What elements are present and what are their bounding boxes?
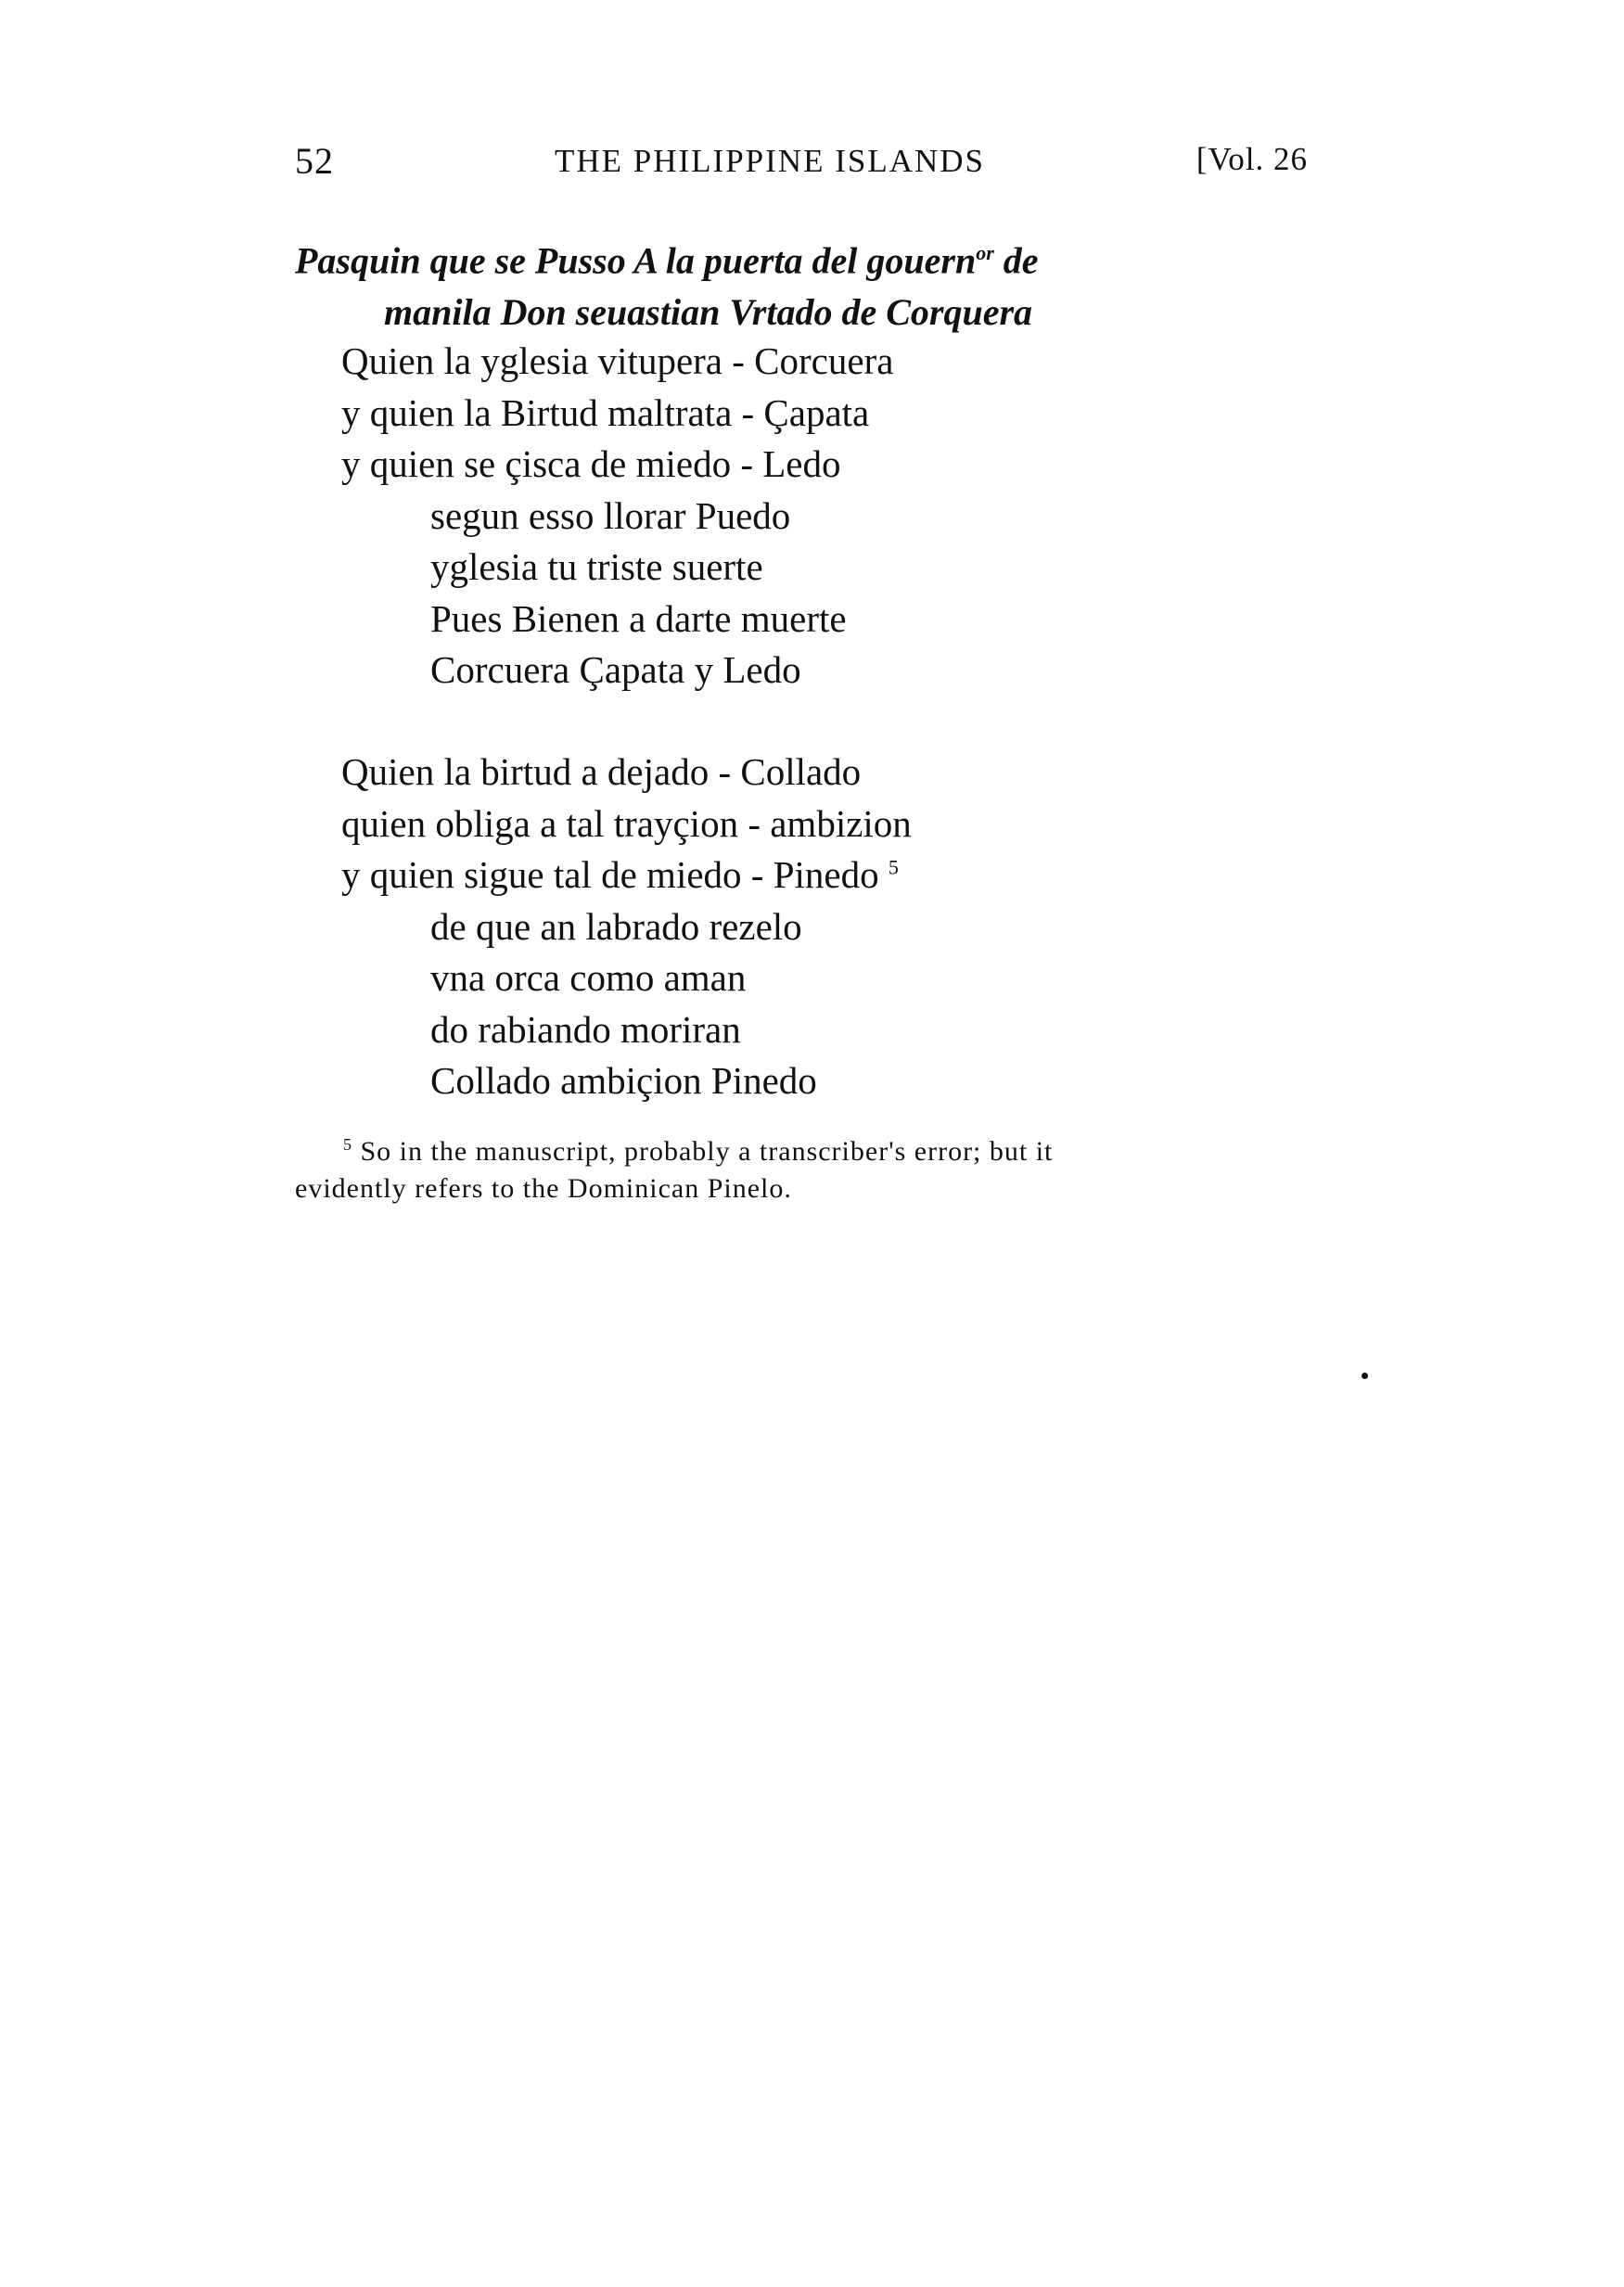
verse-line: quien obliga a tal trayçion - ambizion bbox=[341, 801, 912, 845]
verse-line: y quien se çisca de miedo - Ledo bbox=[341, 442, 841, 485]
footnote-marker: 5 bbox=[343, 1135, 352, 1154]
footnote bbox=[295, 1133, 1308, 1207]
running-title: THE PHILIPPINE ISLANDS bbox=[555, 143, 985, 179]
verse-line-indented: yglesia tu triste suerte bbox=[430, 545, 763, 588]
stanza-1 bbox=[341, 336, 1176, 696]
verse-line-indented: do rabiando moriran bbox=[430, 1007, 741, 1051]
verse-line: y quien la Birtud maltrata - Çapata bbox=[341, 390, 870, 434]
page-number: 52 bbox=[295, 140, 334, 182]
title-superscript: or bbox=[976, 241, 994, 264]
print-speck bbox=[1362, 1373, 1368, 1379]
footnote-line-1: $^5$ So in the manuscript, probably a transcriber's error; but it bbox=[343, 1135, 1054, 1167]
title-line-1: Pasquin que se Pusso A la puerta del gouern$^{or}$ de bbox=[295, 239, 1039, 282]
verse-line: Quien la yglesia vitupera - Corcuera bbox=[341, 339, 894, 382]
title-line-2: manila Don seuastian Vrtado de Corquera bbox=[384, 291, 1033, 334]
verse-line-indented: vna orca como aman bbox=[430, 956, 747, 999]
running-head bbox=[295, 139, 1308, 195]
verse-line-indented: Corcuera Çapata y Ledo bbox=[430, 648, 801, 691]
footnote-line-2: evidently refers to the Dominican Pinelo. bbox=[295, 1173, 792, 1204]
verse-line-indented: de que an labrado rezelo bbox=[430, 904, 802, 948]
verse-line-indented: segun esso llorar Puedo bbox=[430, 493, 791, 537]
verse-line: Quien la birtud a dejado - Collado bbox=[341, 750, 862, 793]
footnote-reference: 5 bbox=[888, 855, 899, 879]
volume-label: [Vol. 26 bbox=[1196, 141, 1308, 177]
verse-line-indented: Collado ambiçion Pinedo bbox=[430, 1059, 817, 1102]
verse-line-with-note: y quien sigue tal de miedo - Pinedo $^5$ bbox=[341, 853, 899, 896]
verse-line-indented: Pues Bienen a darte muerte bbox=[430, 596, 847, 640]
poem-title bbox=[295, 227, 1315, 339]
stanza-2 bbox=[341, 747, 1176, 1107]
